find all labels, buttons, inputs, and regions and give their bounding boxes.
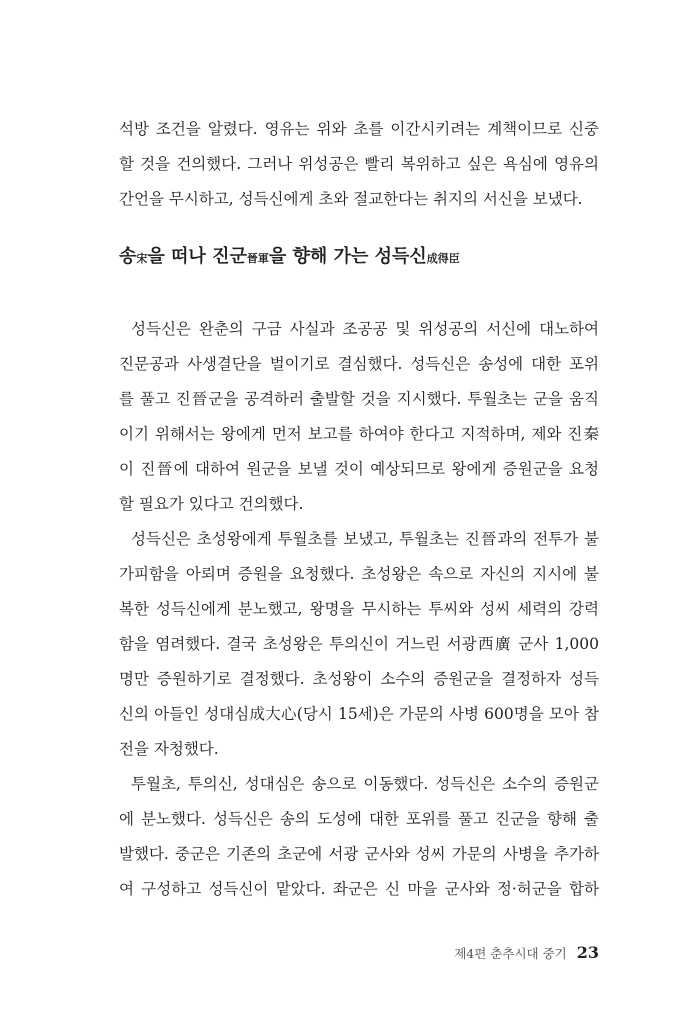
body-text-line: 진문공과 사생결단을 벌이기로 결심했다. 성득신은 송성에 대한 포위 — [119, 355, 599, 373]
body-text-line: 를 풀고 진晉군을 공격하러 출발할 것을 지시했다. 투월초는 군을 움직 — [119, 390, 599, 408]
body-text-line: 신의 아들인 성대심成大心(당시 15세)은 가문의 사병 600명을 모아 참 — [119, 705, 599, 723]
body-text-line: 할 것을 건의했다. 그러나 위성공은 빨리 복위하고 싶은 욕심에 영유의 — [119, 155, 599, 173]
heading-hanja: 成得臣 — [426, 252, 460, 265]
body-text-line: 가피함을 아뢰며 증원을 요청했다. 초성왕은 속으로 자신의 지시에 불 — [119, 565, 599, 583]
heading-text: 을 향해 가는 성득신 — [268, 246, 427, 267]
page-footer — [454, 943, 599, 964]
body-text-line: 투월초, 투의신, 성대심은 송으로 이동했다. 성득신은 소수의 증원군 — [131, 775, 599, 793]
body-text-line: 성득신은 완춘의 구금 사실과 조공공 및 위성공의 서신에 대노하여 — [131, 320, 599, 338]
page-number: 23 — [576, 943, 599, 962]
heading-hanja: 晉軍 — [246, 252, 269, 265]
heading-text: 을 떠나 진군 — [147, 246, 247, 267]
heading-text: 송 — [119, 246, 137, 267]
body-text-line: 함을 염려했다. 결국 초성왕은 투의신이 거느린 서광西廣 군사 1,000 — [119, 635, 599, 653]
body-text-line: 전을 자청했다. — [119, 740, 219, 758]
body-text-line: 에 분노했다. 성득신은 송의 도성에 대한 포위를 풀고 진군을 향해 출 — [119, 810, 599, 828]
heading-hanja: 宋 — [136, 252, 148, 265]
body-text-line: 복한 성득신에게 분노했고, 왕명을 무시하는 투씨와 성씨 세력의 강력 — [119, 600, 599, 618]
body-text-line: 할 필요가 있다고 건의했다. — [119, 495, 304, 513]
body-text-line: 명만 증원하기로 결정했다. 초성왕이 소수의 증원군을 결정하자 성득 — [119, 670, 599, 688]
body-text-line: 간언을 무시하고, 성득신에게 초와 절교한다는 취지의 서신을 보냈다. — [119, 190, 583, 208]
section-heading — [119, 244, 460, 272]
body-text-line: 여 구성하고 성득신이 맡았다. 좌군은 신 마을 군사와 정·허군을 합하 — [119, 880, 599, 898]
running-title: 제4편 춘추시대 중기 — [454, 946, 567, 961]
body-text-line: 이 진晉에 대하여 원군을 보낼 것이 예상되므로 왕에게 증원군을 요청 — [119, 460, 599, 478]
body-text-line: 성득신은 초성왕에게 투월초를 보냈고, 투월초는 진晉과의 전투가 불 — [131, 530, 599, 548]
body-text-line: 석방 조건을 알렸다. 영유는 위와 초를 이간시키려는 계책이므로 신중 — [119, 120, 599, 138]
body-text-line: 이기 위해서는 왕에게 먼저 보고를 하여야 한다고 지적하며, 제와 진秦 — [119, 425, 599, 443]
body-text-line: 발했다. 중군은 기존의 초군에 서광 군사와 성씨 가문의 사병을 추가하 — [119, 845, 599, 863]
